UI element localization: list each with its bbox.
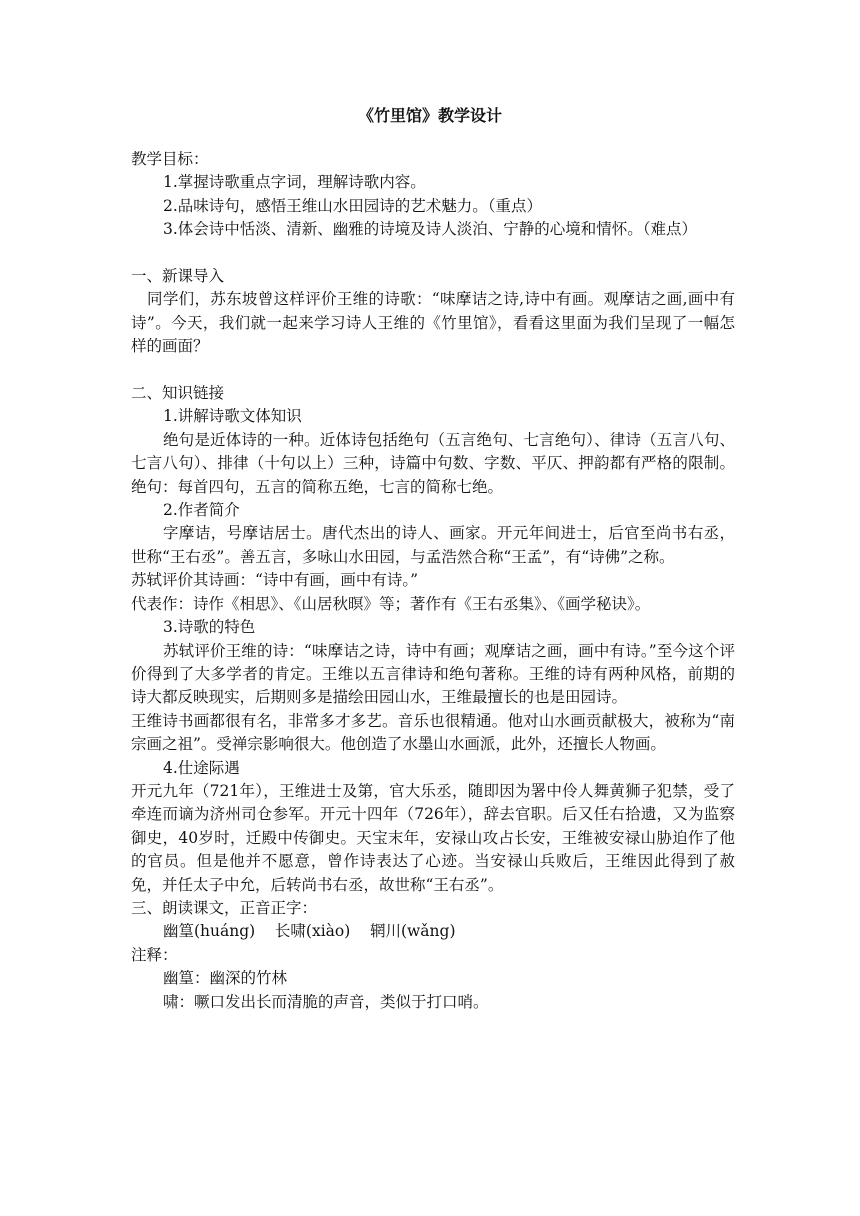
note-item: 幽篁：幽深的竹林	[163, 969, 288, 988]
intro-paragraph: 同学们，苏东坡曾这样评价王维的诗歌：“味摩诘之诗,诗中有画。观摩诘之画,画中有诗”。今天，我们就一起来学习诗人王维的《竹里馆》，看看这里面为我们呈现了一幅怎样的画面？	[131, 290, 735, 356]
goal-item: 1.掌握诗歌重点字词，理解诗歌内容。	[163, 173, 426, 192]
section-paragraph: 苏轼评价其诗画：“诗中有画，画中有诗。”	[131, 571, 419, 590]
section-paragraph: 字摩诘，号摩诘居士。唐代杰出的诗人、画家。开元年间进士，后官至尚书右丞，世称“王右丞”。善五言，多咏山水田园，与孟浩然合称“王孟”，有“诗佛”之称。	[131, 524, 735, 566]
section-paragraph: 代表作：诗作《相思》、《山居秋暝》等；著作有《王右丞集》、《画学秘诀》。	[131, 594, 651, 613]
section-paragraph: 苏轼评价王维的诗：“味摩诘之诗，诗中有画；观摩诘之画，画中有诗。”至今这个评价得到了大多学者的肯定。王维以五言律诗和绝句著称。王维的诗有两种风格，前期的诗大都反映现实，后期则多是描绘田园山水，王维最擅长的也是田园诗。	[131, 641, 735, 707]
knowledge-heading: 二、知识链接	[131, 384, 225, 403]
section-title: 2.作者简介	[163, 501, 240, 520]
reading-heading: 三、朗读课文，正音正字：	[131, 898, 318, 917]
pronunciation-line: 幽篁(huáng) 长啸(xiào) 辋川(wǎng)	[163, 922, 456, 941]
document-body	[131, 148, 735, 1014]
goal-item: 2.品味诗句，感悟王维山水田园诗的艺术魅力。（重点）	[163, 196, 543, 215]
intro-heading: 一、新课导入	[131, 267, 225, 286]
section-paragraph: 王维诗书画都很有名，非常多才多艺。音乐也很精通。他对山水画贡献极大，被称为“南宗画之祖”。受禅宗影响很大。他创造了水墨山水画派，此外，还擅长人物画。	[131, 711, 735, 754]
notes-heading: 注释：	[131, 945, 178, 964]
spacer	[131, 242, 735, 265]
section-paragraph: 开元九年（721年），王维进士及第，官大乐丞，随即因为署中伶人舞黄狮子犯禁，受了牵连而谪为济州司仓参军。开元十四年（726年），辞去官职。后又任右拾遗，又为监察御史，40岁时，迁殿中传御史。天宝末年，安禄山攻占长安，王维被安禄山胁迫作了他的官员。但是他并不愿意，曾作诗表达了心迹。当安禄山兵败后，王维因此得到了赦免，并任太子中允，后转尚书右丞，故世称“王右丞”。	[131, 781, 735, 894]
section-title: 4.仕途际遇	[163, 758, 240, 777]
spacer	[131, 359, 735, 382]
goal-item: 3.体会诗中恬淡、清新、幽雅的诗境及诗人淡泊、宁静的心境和情怀。（难点）	[163, 220, 698, 239]
section-title: 3.诗歌的特色	[163, 618, 256, 637]
document-title: 《竹里馆》教学设计	[357, 106, 502, 125]
section-title: 1.讲解诗歌文体知识	[163, 407, 302, 426]
note-item: 啸：噘口发出长而清脆的声音，类似于打口哨。	[163, 992, 489, 1011]
goals-heading: 教学目标：	[131, 150, 209, 168]
section-paragraph: 绝句是近体诗的一种。近体诗包括绝句（五言绝句、七言绝句）、律诗（五言八句、七言八句）、排律（十句以上）三种，诗篇中句数、字数、平仄、押韵都有严格的限制。绝句：每首四句，五言的简称五绝，七言的简称七绝。	[131, 430, 735, 496]
